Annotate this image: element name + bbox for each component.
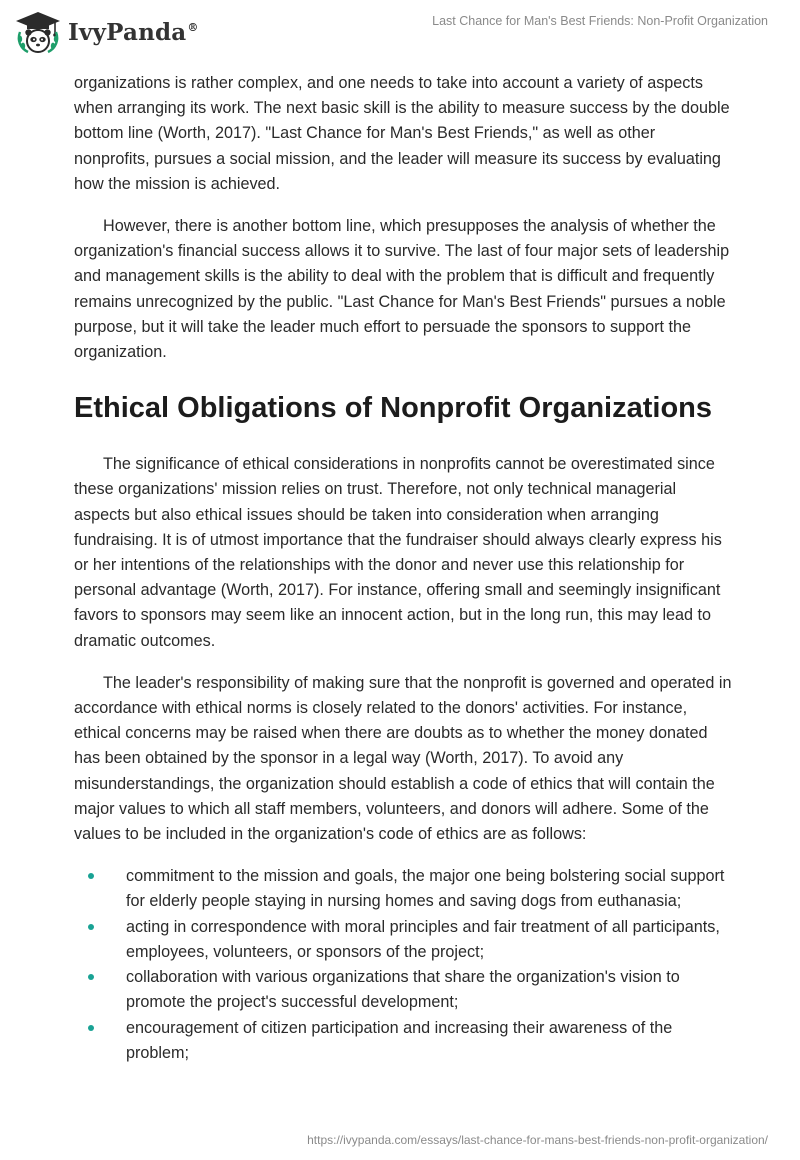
list-item [74,915,734,965]
bullet-icon [88,974,94,980]
section-heading: Ethical Obligations of Nonprofit Organizations [74,392,712,425]
bullet-icon [88,1025,94,1031]
list-item [74,864,734,914]
list-item [74,965,734,1015]
page-header [0,0,800,64]
panda-graduate-icon [14,10,62,54]
paragraph: The significance of ethical considerations in nonprofits cannot be overestimated since these organizations' mission relies on trust. Therefore, not only technical managerial aspects but also ethical issues should be taken into consideration when arranging fundraising. It is of utmost importance that the fundraiser should always clearly express his or her intentions of the relationships with the donor and never use this relationship for personal advantage (Worth, 2017). For instance, offering small and seemingly insignificant favors to sponsors may seem like an innocent action, but in the long run, this may lead to dramatic outcomes. [74,455,722,650]
paragraph: The leader's responsibility of making sure that the nonprofit is governed and operated in accordance with ethical norms is closely related to the donors' activities. For instance, ethical concerns may be raised when there are doubts as to whether the money donated has been obtained by the sponsor in a legal way (Worth, 2017). To avoid any misunderstandings, the organization should establish a code of ethics that will contain the major values to which all staff members, volunteers, and donors will adhere. Some of the values to be included in the organization's code of ethics are as follows: [74,673,732,844]
list-item-text: acting in correspondence with moral principles and fair treatment of all participants, employees, volunteers, or sponsors of the project; [126,917,720,961]
paragraph: However, there is another bottom line, which presupposes the analysis of whether the organization's financial success allows it to survive. The last of four major sets of leadership and management skills is the ability to deal with the problem that is difficult and frequently remains unrecognized by the public. "Last Chance for Man's Best Friends" pursues a noble purpose, but it will take the leader much effort to persuade the sponsors to support the organization. [74,217,730,362]
list-item-text: collaboration with various organizations that share the organization's vision to promote the project's successful development; [126,968,680,1012]
list-item-text: encouragement of citizen participation and increasing their awareness of the problem; [126,1018,673,1062]
paragraph: organizations is rather complex, and one needs to take into account a variety of aspects when arranging its work. The next basic skill is the ability to measure success by the double bottom line (Worth, 2017). "Last Chance for Man's Best Friends," as well as other nonprofits, pursues a social mission, and the leader will measure its success by evaluating how the mission is achieved. [74,74,730,193]
list-item [74,1016,734,1066]
source-url[interactable]: https://ivypanda.com/essays/last-chance-for-mans-best-friends-non-profit-organization/ [307,1133,768,1147]
values-list [74,864,734,1066]
ivypanda-logo[interactable] [14,10,199,54]
brand-name: IvyPanda® [68,18,199,46]
essay-content [74,71,734,1066]
bullet-icon [88,873,94,879]
document-title: Last Chance for Man's Best Friends: Non-Profit Organization [432,14,768,28]
bullet-icon [88,924,94,930]
registered-mark: ® [187,20,199,34]
list-item-text: commitment to the mission and goals, the major one being bolstering social support for elderly people staying in nursing homes and saving dogs from euthanasia; [126,867,725,911]
